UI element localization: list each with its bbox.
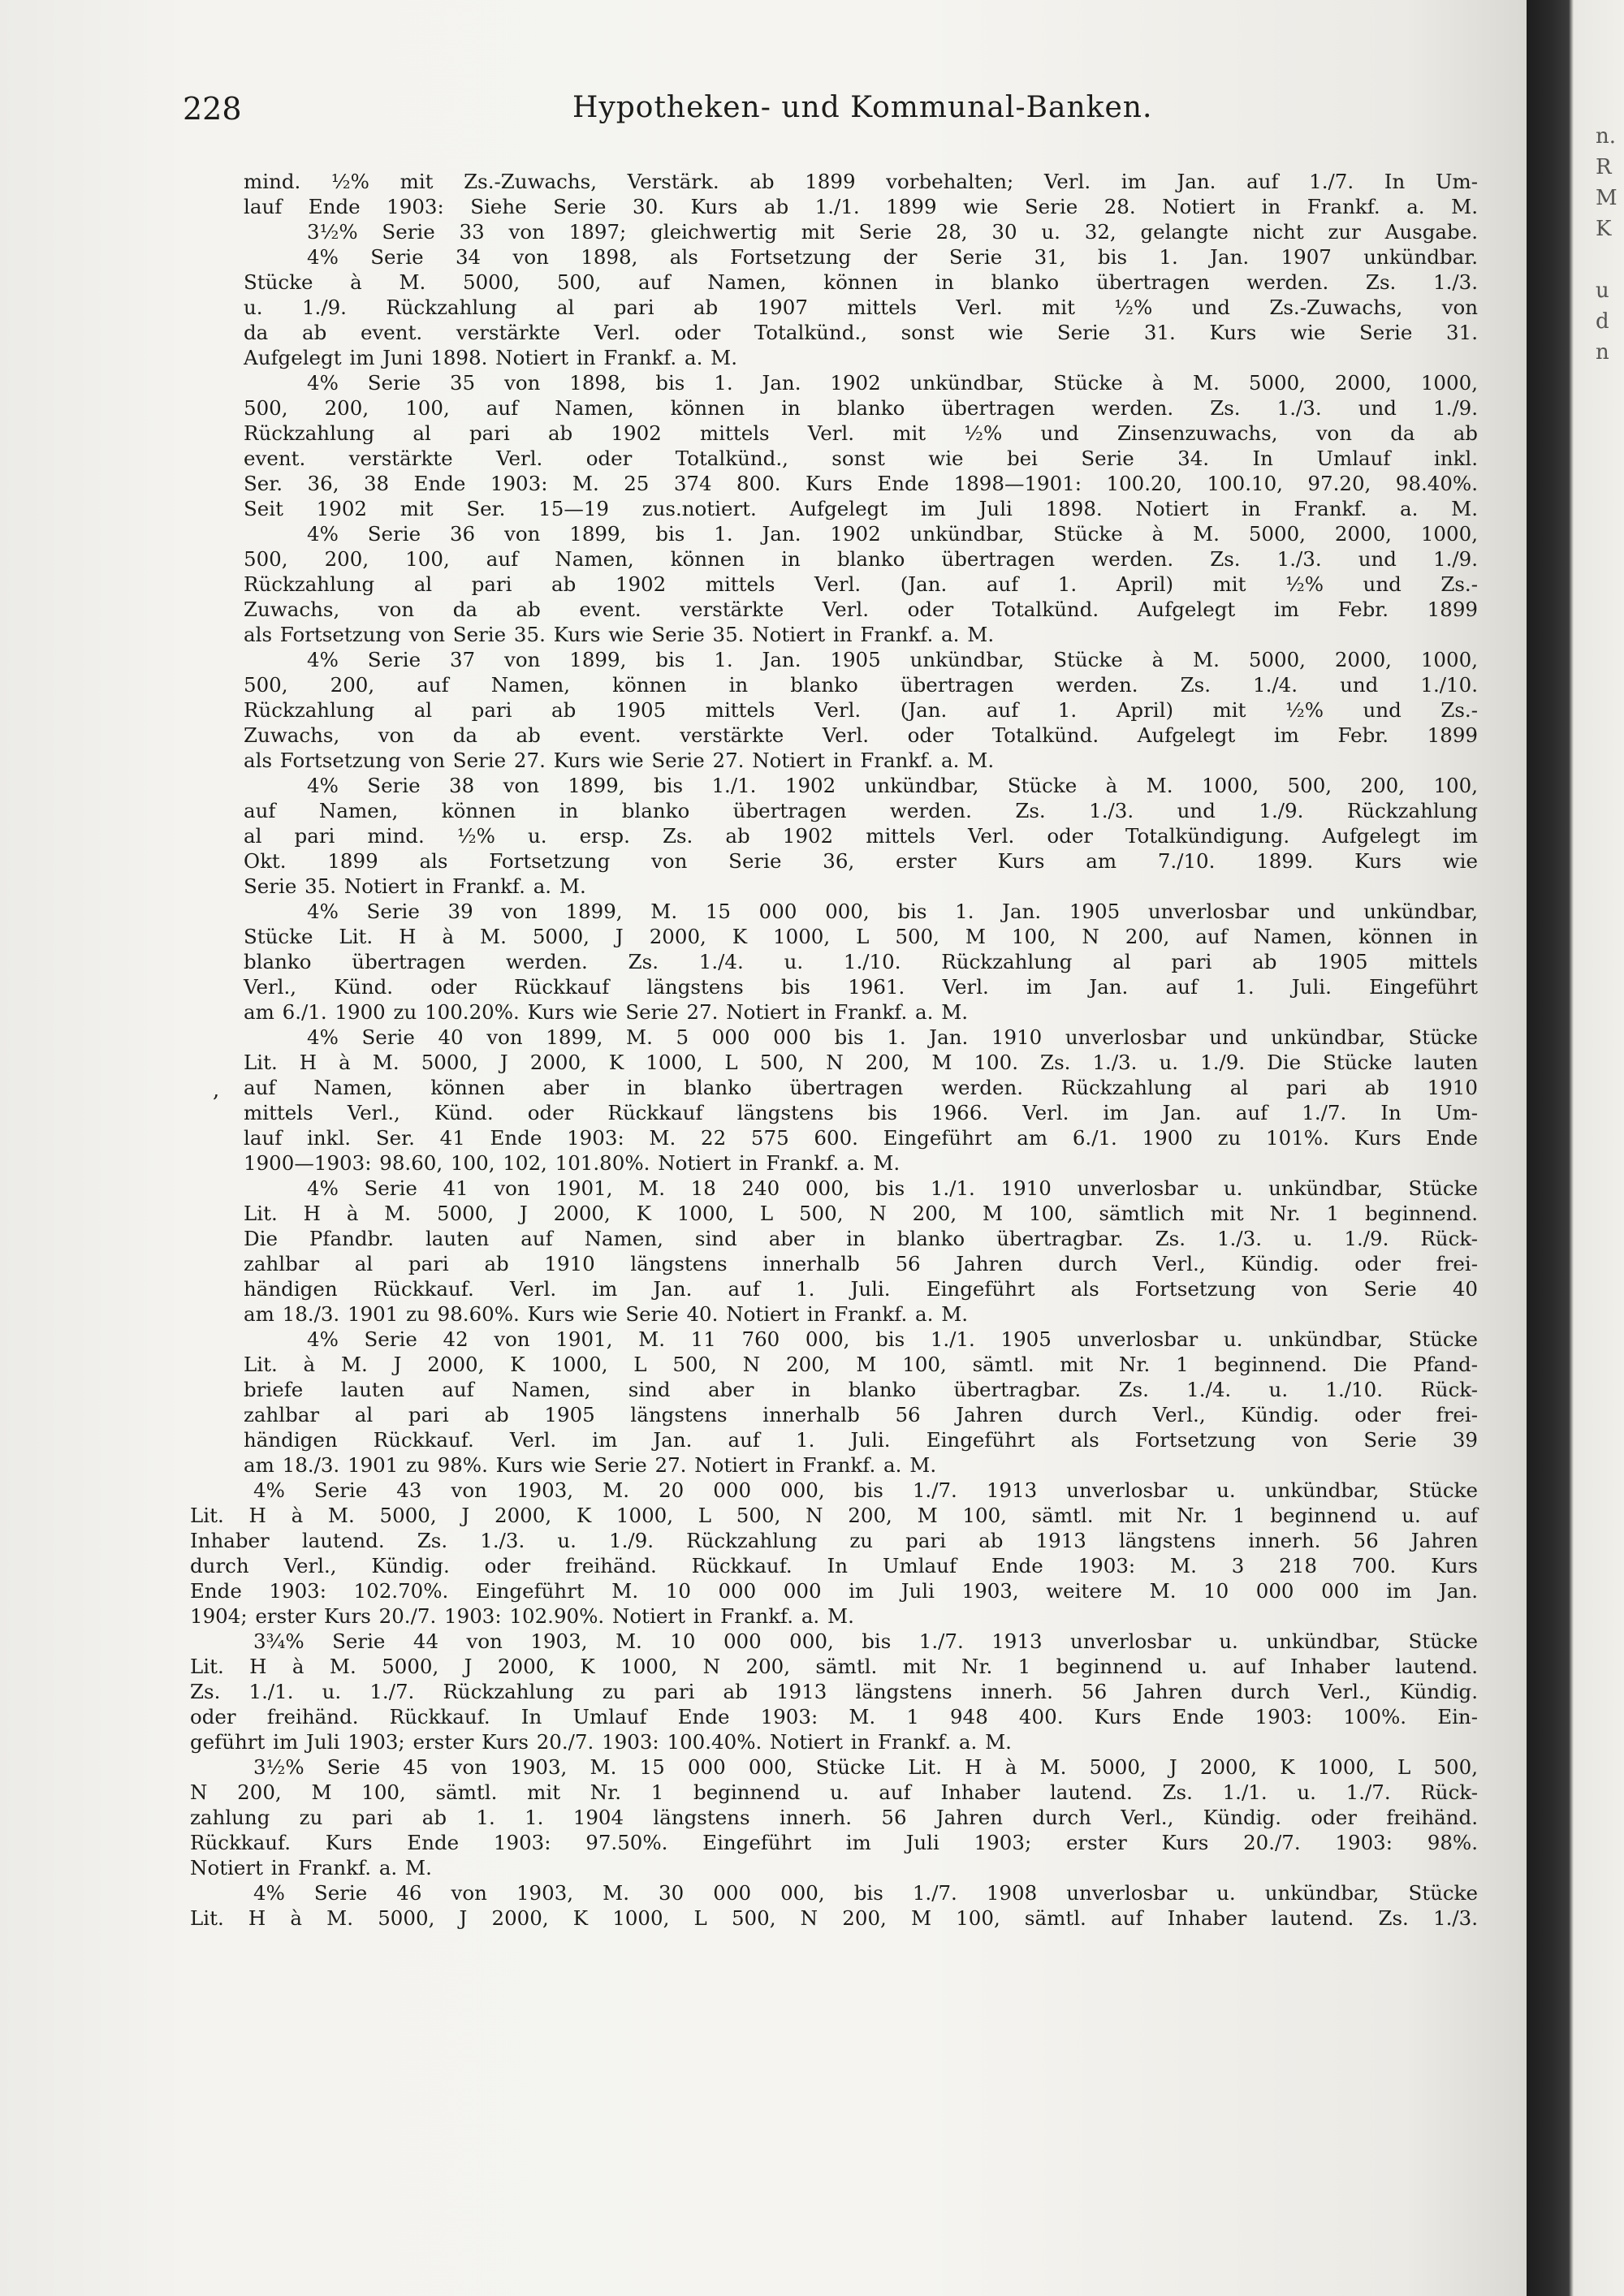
text-line: 4% Serie 42 von 1901, M. 11 760 000, bis 1./1. 1905 unverlosbar u. unkündbar, Stücke — [307, 1327, 1478, 1351]
text-line: zahlbar al pari ab 1910 längstens innerhalb 56 Jahren durch Verl., Kündig. oder frei- — [244, 1252, 1478, 1275]
text-line: 1904; erster Kurs 20./7. 1903: 102.90%. Notiert in Frankf. a. M. — [190, 1604, 854, 1628]
text-line: briefe lauten auf Namen, sind aber in blanko übertragbar. Zs. 1./4. u. 1./10. Rück- — [244, 1378, 1478, 1401]
text-line: Ende 1903: 102.70%. Eingeführt M. 10 000 000 im Juli 1903, weitere M. 10 000 000 im Jan. — [190, 1579, 1478, 1603]
text-line: 4% Serie 35 von 1898, bis 1. Jan. 1902 unkündbar, Stücke à M. 5000, 2000, 1000, — [307, 371, 1478, 395]
text-line: Aufgelegt im Juni 1898. Notiert in Frankf. a. M. — [244, 346, 738, 369]
margin-dot: , — [213, 1078, 220, 1103]
text-line: 4% Serie 40 von 1899, M. 5 000 000 bis 1. Jan. 1910 unverlosbar und unkündbar, Stücke — [307, 1025, 1478, 1049]
text-line: durch Verl., Kündig. oder freihänd. Rückkauf. In Umlauf Ende 1903: M. 3 218 700. Kurs — [190, 1554, 1478, 1577]
text-line: Lit. H à M. 5000, J 2000, K 1000, N 200, sämtl. mit Nr. 1 beginnend u. auf Inhaber lautend. — [190, 1655, 1478, 1678]
edge-fragment: M — [1596, 186, 1618, 210]
text-line: Lit. à M. J 2000, K 1000, L 500, N 200, M 100, sämtl. mit Nr. 1 beginnend. Die Pfand- — [244, 1353, 1478, 1376]
running-title: Hypotheken- und Kommunal-Banken. — [572, 91, 1153, 124]
text-line: Zs. 1./1. u. 1./7. Rückzahlung zu pari ab 1913 längstens innerh. 56 Jahren durch Verl., Kündig. — [190, 1680, 1478, 1703]
edge-fragment: K — [1596, 217, 1612, 241]
text-line: Serie 35. Notiert in Frankf. a. M. — [244, 874, 586, 898]
text-line: 1900—1903: 98.60, 100, 102, 101.80%. Notiert in Frankf. a. M. — [244, 1151, 901, 1175]
text-line: zahlung zu pari ab 1. 1. 1904 längstens innerh. 56 Jahren durch Verl., Kündig. oder freihänd. — [190, 1806, 1478, 1829]
text-line: 500, 200, 100, auf Namen, können in blanko übertragen werden. Zs. 1./3. und 1./9. — [244, 547, 1478, 571]
edge-fragment: n — [1596, 340, 1609, 365]
text-line: am 18./3. 1901 zu 98.60%. Kurs wie Serie 40. Notiert in Frankf. a. M. — [244, 1302, 969, 1326]
text-line: Rückzahlung al pari ab 1902 mittels Verl. mit ½% und Zinsenzuwachs, von da ab — [244, 421, 1478, 445]
text-line: 500, 200, 100, auf Namen, können in blanko übertragen werden. Zs. 1./3. und 1./9. — [244, 396, 1478, 420]
text-line: 4% Serie 34 von 1898, als Fortsetzung der Serie 31, bis 1. Jan. 1907 unkündbar. — [307, 245, 1478, 269]
text-line: mind. ½% mit Zs.-Zuwachs, Verstärk. ab 1899 vorbehalten; Verl. im Jan. auf 1./7. In Um- — [244, 170, 1478, 193]
adjacent-page-fragments — [1596, 122, 1624, 369]
text-line: Verl., Künd. oder Rückkauf längstens bis 1961. Verl. im Jan. auf 1. Juli. Eingeführt — [244, 975, 1478, 999]
text-line: da ab event. verstärkte Verl. oder Totalkünd., sonst wie Serie 31. Kurs wie Serie 31. — [244, 321, 1478, 344]
edge-fragment: u — [1596, 278, 1609, 303]
text-line: am 18./3. 1901 zu 98%. Kurs wie Serie 27. Notiert in Frankf. a. M. — [244, 1453, 937, 1477]
text-line: u. 1./9. Rückzahlung al pari ab 1907 mittels Verl. mit ½% und Zs.-Zuwachs, von — [244, 296, 1478, 319]
text-line: Lit. H à M. 5000, J 2000, K 1000, L 500, N 200, M 100, sämtlich mit Nr. 1 beginnend. — [244, 1202, 1478, 1225]
text-line: als Fortsetzung von Serie 35. Kurs wie Serie 35. Notiert in Frankf. a. M. — [244, 623, 995, 646]
text-line: blanko übertragen werden. Zs. 1./4. u. 1./10. Rückzahlung al pari ab 1905 mittels — [244, 950, 1478, 973]
text-line: mittels Verl., Künd. oder Rückkauf längstens bis 1966. Verl. im Jan. auf 1./7. In Um- — [244, 1101, 1478, 1124]
text-line: händigen Rückkauf. Verl. im Jan. auf 1. Juli. Eingeführt als Fortsetzung von Serie 40 — [244, 1277, 1478, 1301]
text-line: oder freihänd. Rückkauf. In Umlauf Ende 1903: M. 1 948 400. Kurs Ende 1903: 100%. Ein- — [190, 1705, 1478, 1728]
text-line: 4% Serie 46 von 1903, M. 30 000 000, bis 1./7. 1908 unverlosbar u. unkündbar, Stücke — [253, 1881, 1478, 1905]
text-line: event. verstärkte Verl. oder Totalkünd., sonst wie bei Serie 34. In Umlauf inkl. — [244, 447, 1478, 470]
edge-fragment: n. — [1596, 124, 1617, 149]
text-line: am 6./1. 1900 zu 100.20%. Kurs wie Serie 27. Notiert in Frankf. a. M. — [244, 1000, 969, 1024]
edge-fragment — [1596, 245, 1624, 276]
text-line: Lit. H à M. 5000, J 2000, K 1000, L 500, N 200, M 100, sämtl. mit Nr. 1 beginnend u. auf — [190, 1504, 1478, 1527]
text-line: lauf Ende 1903: Siehe Serie 30. Kurs ab 1./1. 1899 wie Serie 28. Notiert in Frankf. a. M. — [244, 195, 1478, 218]
body-text — [190, 169, 1478, 1931]
text-line: Stücke Lit. H à M. 5000, J 2000, K 1000, L 500, M 100, N 200, auf Namen, können in — [244, 925, 1478, 948]
text-line: 4% Serie 37 von 1899, bis 1. Jan. 1905 unkündbar, Stücke à M. 5000, 2000, 1000, — [307, 648, 1478, 671]
text-line: 3¾% Serie 44 von 1903, M. 10 000 000, bis 1./7. 1913 unverlosbar u. unkündbar, Stücke — [253, 1629, 1478, 1653]
text-line: händigen Rückkauf. Verl. im Jan. auf 1. Juli. Eingeführt als Fortsetzung von Serie 39 — [244, 1428, 1478, 1452]
text-line: Seit 1902 mit Ser. 15—19 zus.notiert. Aufgelegt im Juli 1898. Notiert in Frankf. a. M. — [244, 497, 1478, 520]
text-line: Inhaber lautend. Zs. 1./3. u. 1./9. Rückzahlung zu pari ab 1913 längstens innerh. 56 Jahren — [190, 1529, 1478, 1552]
text-line: 500, 200, auf Namen, können in blanko übertragen werden. Zs. 1./4. und 1./10. — [244, 673, 1478, 697]
text-line: Die Pfandbr. lauten auf Namen, sind aber in blanko übertragbar. Zs. 1./3. u. 1./9. Rück- — [244, 1227, 1478, 1250]
text-line: 4% Serie 39 von 1899, M. 15 000 000, bis 1. Jan. 1905 unverlosbar und unkündbar, — [307, 900, 1478, 923]
text-line: Ser. 36, 38 Ende 1903: M. 25 374 800. Kurs Ende 1898—1901: 100.20, 100.10, 97.20, 98.40%. — [244, 472, 1478, 495]
text-line: 4% Serie 43 von 1903, M. 20 000 000, bis 1./7. 1913 unverlosbar u. unkündbar, Stücke — [253, 1478, 1478, 1502]
text-line: auf Namen, können aber in blanko übertragen werden. Rückzahlung al pari ab 1910 — [244, 1076, 1478, 1099]
text-line: Zuwachs, von da ab event. verstärkte Verl. oder Totalkünd. Aufgelegt im Febr. 1899 — [244, 598, 1478, 621]
text-line: Notiert in Frankf. a. M. — [190, 1856, 432, 1880]
text-line: Zuwachs, von da ab event. verstärkte Verl. oder Totalkünd. Aufgelegt im Febr. 1899 — [244, 723, 1478, 747]
text-line: Stücke à M. 5000, 500, auf Namen, können in blanko übertragen werden. Zs. 1./3. — [244, 270, 1478, 294]
text-line: zahlbar al pari ab 1905 längstens innerhalb 56 Jahren durch Verl., Kündig. oder frei- — [244, 1403, 1478, 1426]
text-line: 4% Serie 36 von 1899, bis 1. Jan. 1902 unkündbar, Stücke à M. 5000, 2000, 1000, — [307, 522, 1478, 546]
text-line: Rückkauf. Kurs Ende 1903: 97.50%. Eingeführt im Juli 1903; erster Kurs 20./7. 1903: 98%. — [190, 1831, 1478, 1854]
text-line: al pari mind. ½% u. ersp. Zs. ab 1902 mittels Verl. oder Totalkündigung. Aufgelegt im — [244, 824, 1478, 848]
text-line: 4% Serie 38 von 1899, bis 1./1. 1902 unkündbar, Stücke à M. 1000, 500, 200, 100, — [307, 774, 1478, 797]
edge-fragment: R — [1596, 155, 1612, 179]
page-number: 228 — [183, 91, 242, 127]
text-line: Lit. H à M. 5000, J 2000, K 1000, L 500, N 200, M 100. Zs. 1./3. u. 1./9. Die Stücke lauten — [244, 1051, 1478, 1074]
text-line: 3½% Serie 45 von 1903, M. 15 000 000, Stücke Lit. H à M. 5000, J 2000, K 1000, L 500, — [253, 1755, 1478, 1779]
text-line: als Fortsetzung von Serie 27. Kurs wie Serie 27. Notiert in Frankf. a. M. — [244, 749, 995, 772]
page-header — [183, 91, 1527, 130]
text-line: geführt im Juli 1903; erster Kurs 20./7. 1903: 100.40%. Notiert in Frankf. a. M. — [190, 1730, 1012, 1754]
text-line: N 200, M 100, sämtl. mit Nr. 1 beginnend u. auf Inhaber lautend. Zs. 1./1. u. 1./7. Rück- — [190, 1780, 1478, 1804]
text-line: lauf inkl. Ser. 41 Ende 1903: M. 22 575 600. Eingeführt am 6./1. 1900 zu 101%. Kurs Ende — [244, 1126, 1478, 1150]
text-line: auf Namen, können in blanko übertragen werden. Zs. 1./3. und 1./9. Rückzahlung — [244, 799, 1478, 822]
text-line: Okt. 1899 als Fortsetzung von Serie 36, erster Kurs am 7./10. 1899. Kurs wie — [244, 849, 1478, 873]
text-line: Rückzahlung al pari ab 1905 mittels Verl. (Jan. auf 1. April) mit ½% und Zs.- — [244, 698, 1478, 722]
text-line: 3½% Serie 33 von 1897; gleichwertig mit Serie 28, 30 u. 32, gelangte nicht zur Ausgabe. — [307, 220, 1478, 244]
text-line: Lit. H à M. 5000, J 2000, K 1000, L 500, N 200, M 100, sämtl. auf Inhaber lautend. Zs. 1./3. — [190, 1906, 1478, 1930]
text-line: Rückzahlung al pari ab 1902 mittels Verl. (Jan. auf 1. April) mit ½% und Zs.- — [244, 572, 1478, 596]
text-line: 4% Serie 41 von 1901, M. 18 240 000, bis 1./1. 1910 unverlosbar u. unkündbar, Stücke — [307, 1176, 1478, 1200]
edge-fragment: d — [1596, 309, 1609, 334]
